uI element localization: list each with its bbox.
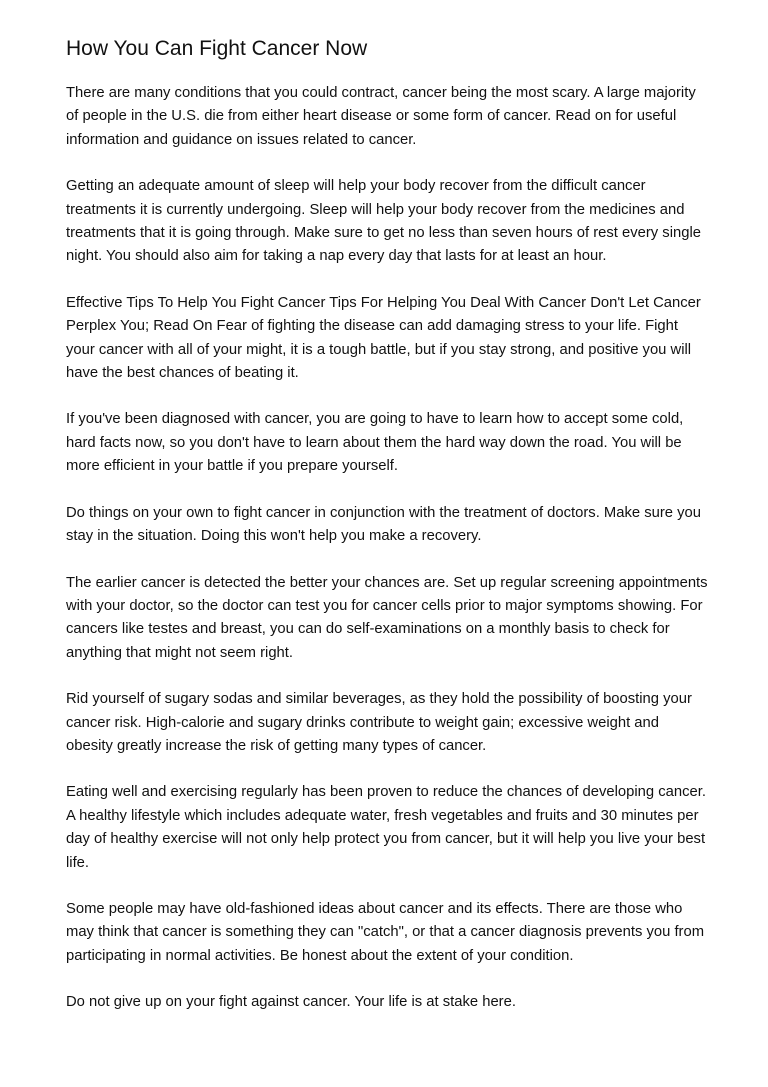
paragraph-do-not-give-up: Do not give up on your fight against cancer. Your life is at stake here. — [66, 994, 516, 1011]
paragraph-do-things: Do things on your own to fight cancer in conjunction with the treatment of doctors. Make sure you stay in the situation. Doing this won't help you make a recovery. — [66, 504, 701, 545]
paragraph-early-detection: The earlier cancer is detected the better your chances are. Set up regular screening appointments with your doctor, so the doctor can test you for cancer cells prior to major symptoms showing. For cancers like testes and breast, you can do self-examinations on a monthly basis to check for anything that might not seem right. — [66, 574, 708, 661]
paragraph-old-fashioned-ideas: Some people may have old-fashioned ideas about cancer and its effects. There are those who may think that cancer is something they can "catch", or that a cancer diagnosis prevents you from participating in normal activities. Be honest about the extent of your condition. — [66, 900, 705, 964]
paragraph-effective-tips: Effective Tips To Help You Fight Cancer Tips For Helping You Deal With Cancer Don't Let Cancer Perplex You; Read On Fear of fighting the disease can add damaging stress to your life. Fight your cancer with all of your might, it is a tough battle, but if you stay strong, and positive you will have the best chances of beating it. — [66, 294, 701, 382]
document-title: How You Can Fight Cancer Now — [66, 37, 368, 60]
paragraph-sleep: Getting an adequate amount of sleep will help your body recover from the difficult cancer treatments it is currently undergoing. Sleep will help your body recover from the medicines and treatments that it is going through. Make sure to get no less than seven hours of rest every single night. You should also aim for taking a nap every day that lasts for at least an hour. — [66, 178, 701, 265]
paragraph-eating-well: Eating well and exercising regularly has been proven to reduce the chances of developing cancer. A healthy lifestyle which includes adequate water, fresh vegetables and fruits and 30 minutes per day of healthy exercise will not only help protect you from cancer, but it will help you live your best life. — [66, 784, 706, 871]
paragraph-diagnosed: If you've been diagnosed with cancer, you are going to have to learn how to accept some cold, hard facts now, so you don't have to learn about them the hard way down the road. You will be more efficient in your battle if you prepare yourself. — [66, 411, 684, 475]
paragraph-intro: There are many conditions that you could contract, cancer being the most scary. A large majority of people in the U.S. die from either heart disease or some form of cancer. Read on for useful information and guidance on issues related to cancer. — [66, 85, 696, 148]
paragraph-sugary-sodas: Rid yourself of sugary sodas and similar beverages, as they hold the possibility of boosting your cancer risk. High-calorie and sugary drinks contribute to weight gain; excessive weight and obesity greatly increase the risk of getting many types of cancer. — [66, 691, 692, 754]
